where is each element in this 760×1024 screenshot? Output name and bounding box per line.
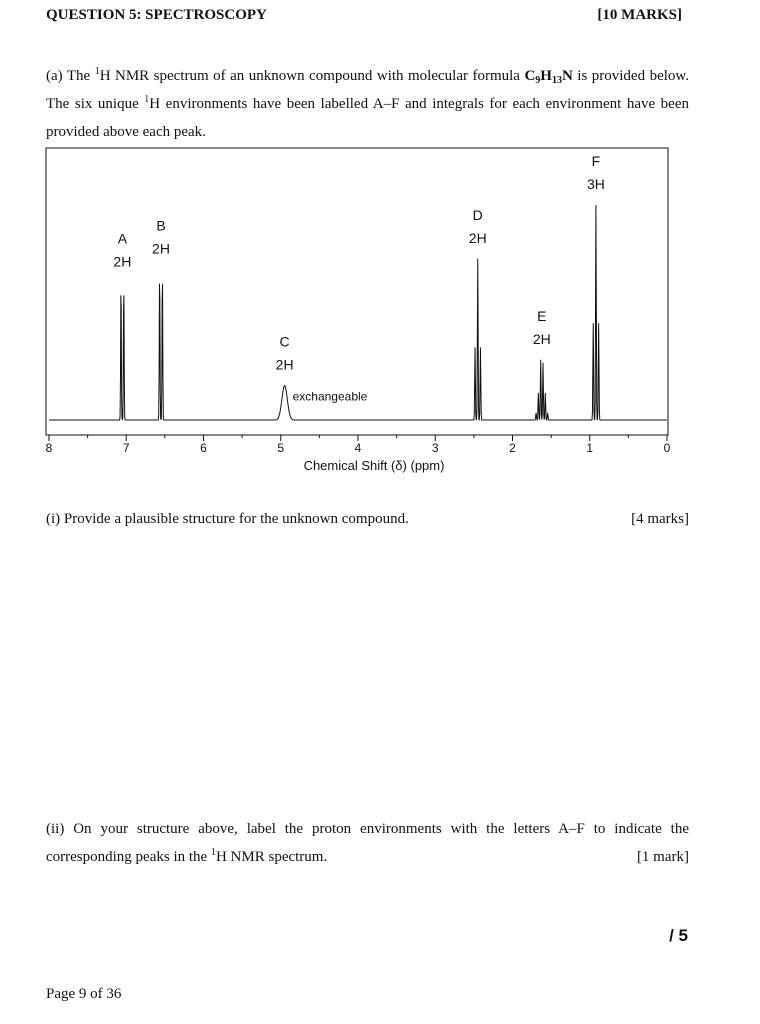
x-tick-label: 0: [663, 441, 671, 455]
x-tick-label: 6: [200, 441, 207, 455]
peak-integral: 2H: [152, 240, 170, 257]
peak-note: exchangeable: [292, 389, 368, 404]
score-box: / 5: [669, 926, 688, 945]
peak-letter: B: [156, 217, 166, 234]
peak-d: [469, 207, 487, 246]
peak-letter: D: [472, 206, 483, 223]
question-total-marks: [10 MARKS]: [597, 7, 682, 23]
intro-paragraph: (a) The $^1$H NMR spectrum of an unknown compound with molecular formula $C_9H_{13}N$ is provided below. The six unique $^1$H environments have been labelled A–F and integrals for each environment have been provided above each peak.: [46, 66, 690, 140]
molecular-formula: $C_9H_{13}N$: [524, 68, 573, 86]
peak-c: [276, 334, 368, 404]
x-tick-label: 5: [277, 441, 285, 455]
question-ii: (ii) On your structure above, label the proton environments with the letters A–F to indicate the corresponding peaks in the $^1$H NMR spectrum. [1 mark]: [46, 815, 689, 871]
peak-integral: 2H: [532, 330, 551, 347]
peak-letter: E: [537, 307, 547, 324]
x-tick-label: 1: [586, 441, 594, 455]
question-i-marks: [4 marks]: [631, 511, 689, 527]
question-ii-marks: [1 mark]: [636, 849, 689, 865]
x-axis-label: Chemical Shift (δ) (ppm): [303, 458, 445, 473]
peak-integral: 3H: [586, 176, 605, 192]
x-tick-label: 2: [509, 441, 516, 455]
peak-letter: A: [117, 230, 128, 247]
nmr-spectrum: [0, 0, 760, 500]
part-label: (a): [46, 68, 63, 84]
x-tick-label: 3: [431, 441, 439, 455]
peaks: [113, 153, 604, 404]
question-i: [46, 511, 689, 528]
x-tick-label: 8: [45, 441, 53, 455]
peak-b: [152, 218, 170, 257]
peak-integral: 2H: [468, 229, 487, 246]
peak-f: [587, 153, 605, 192]
spectrum-trace: [49, 205, 667, 420]
x-axis: [46, 435, 671, 455]
page-footer: Page 9 of 36: [46, 986, 122, 1002]
question-i-text: (i) Provide a plausible structure for the unknown compound.: [46, 511, 409, 527]
peak-a: [113, 230, 131, 269]
peak-integral: 2H: [275, 356, 294, 373]
x-tick-label: 4: [354, 441, 362, 455]
question-title: QUESTION 5: SPECTROSCOPY: [46, 7, 267, 23]
peak-letter: C: [279, 333, 290, 350]
x-tick-label: 7: [122, 441, 130, 455]
peak-integral: 2H: [113, 253, 132, 270]
peak-letter: F: [591, 153, 601, 169]
peak-e: [533, 308, 551, 347]
